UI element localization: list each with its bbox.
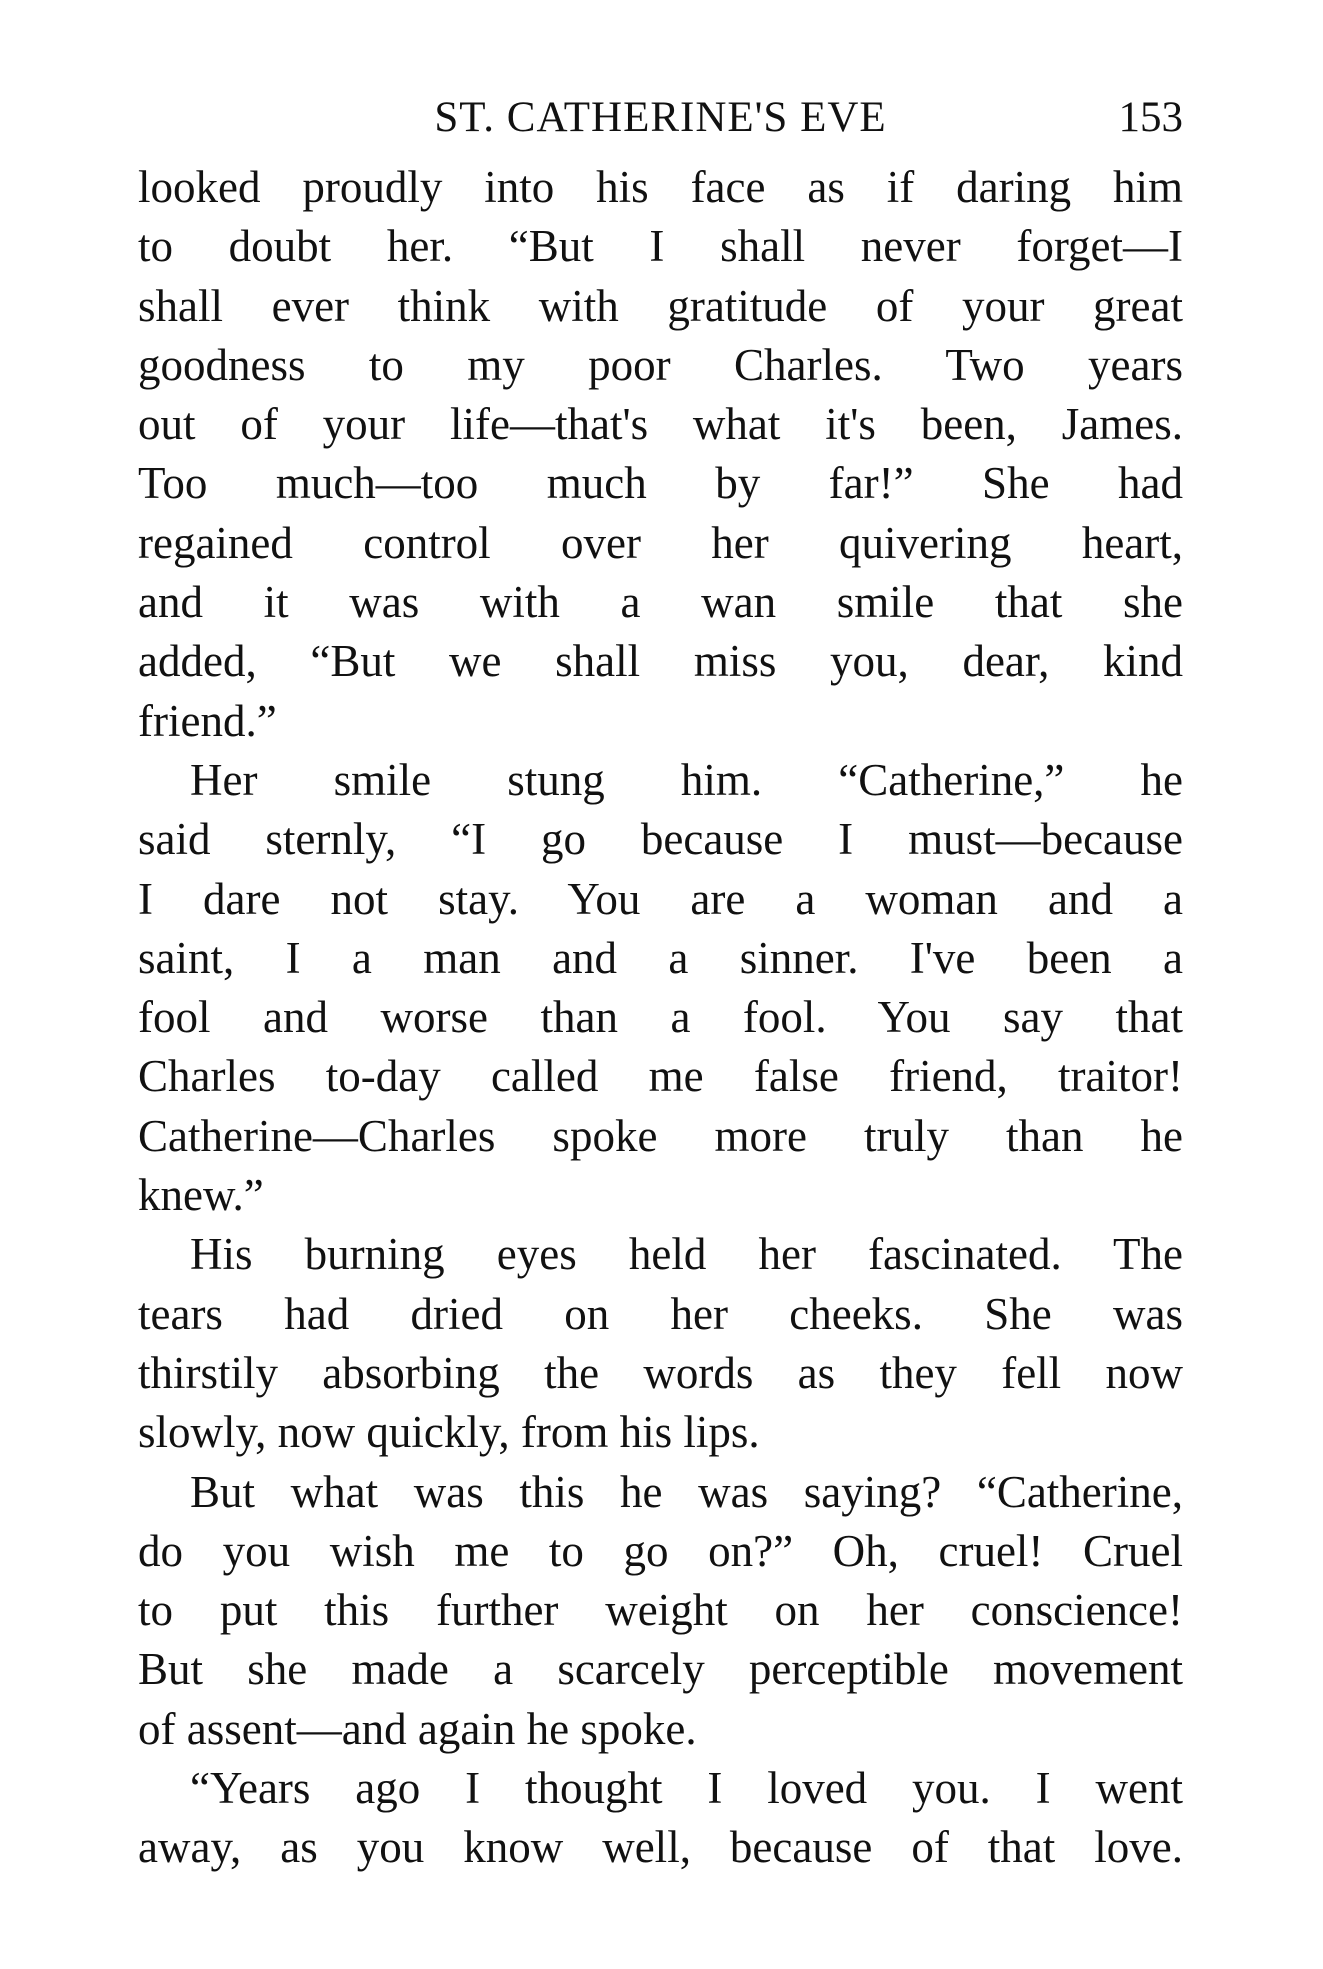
text-line: fool and worse than a fool. You say that xyxy=(138,992,1183,1043)
text-line: slowly, now quickly, from his lips. xyxy=(138,1407,760,1458)
text-line: looked proudly into his face as if daring him xyxy=(138,162,1183,212)
text-line: But what was this he was saying? “Catherine, xyxy=(190,1466,1183,1517)
text-line: away, as you know well, because of that love. xyxy=(138,1822,1183,1873)
text-line: shall ever think with gratitude of your great xyxy=(138,280,1183,331)
text-line: Her smile stung him. “Catherine,” he xyxy=(190,754,1183,805)
text-line: said sternly, “I go because I must—because xyxy=(138,814,1183,865)
text-line: Too much—too much by far!” She had xyxy=(138,458,1183,509)
text-line: “Years ago I thought I loved you. I went xyxy=(190,1763,1183,1814)
text-line: of assent—and again he spoke. xyxy=(138,1703,697,1754)
text-line: But she made a scarcely perceptible movement xyxy=(138,1644,1183,1695)
text-line: out of your life—that's what it's been, James. xyxy=(138,399,1183,450)
text-line: Catherine—Charles spoke more truly than he xyxy=(138,1110,1183,1161)
text-line: tears had dried on her cheeks. She was xyxy=(138,1288,1183,1339)
text-line: to put this further weight on her conscience! xyxy=(138,1585,1183,1636)
text-line: knew.” xyxy=(138,1170,264,1221)
page-number: 153 xyxy=(1118,94,1183,141)
text-line: I dare not stay. You are a woman and a xyxy=(138,873,1183,924)
running-title: ST. CATHERINE'S EVE xyxy=(434,94,887,141)
text-line: regained control over her quivering heart, xyxy=(138,517,1183,568)
text-line: thirstily absorbing the words as they fell now xyxy=(138,1347,1183,1398)
running-head xyxy=(138,88,1183,148)
text-line: Charles to-day called me false friend, traitor! xyxy=(138,1051,1183,1102)
text-line: do you wish me to go on?” Oh, cruel! Cruel xyxy=(138,1525,1183,1576)
text-line: and it was with a wan smile that she xyxy=(138,577,1183,628)
text-line: saint, I a man and a sinner. I've been a xyxy=(138,932,1183,983)
body-text xyxy=(138,158,1183,1878)
text-line: His burning eyes held her fascinated. The xyxy=(190,1229,1183,1280)
text-line: goodness to my poor Charles. Two years xyxy=(138,339,1183,390)
text-line: added, “But we shall miss you, dear, kind xyxy=(138,636,1183,687)
text-line: to doubt her. “But I shall never forget—I xyxy=(138,221,1183,272)
text-line: friend.” xyxy=(138,695,277,746)
